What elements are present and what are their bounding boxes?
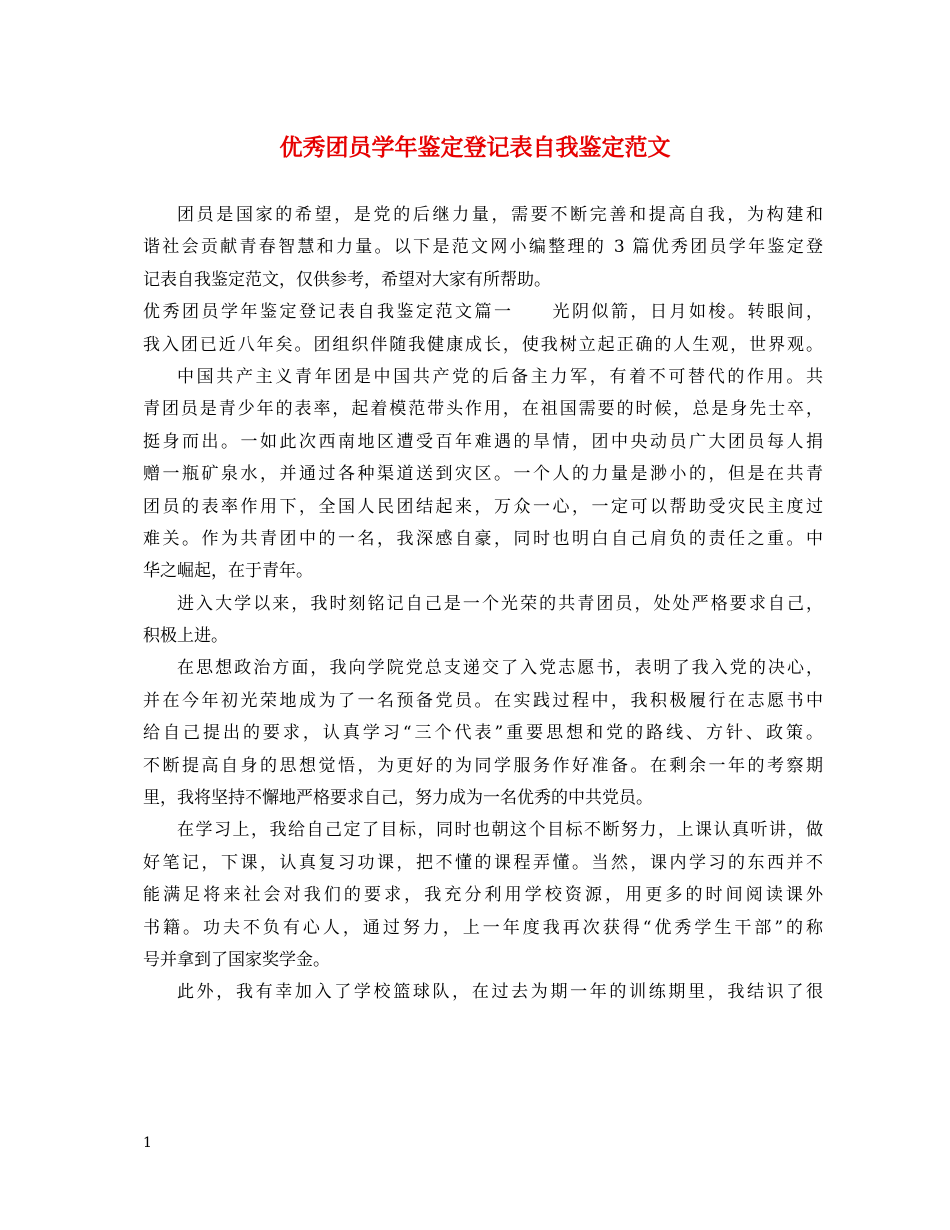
body-line: 团员是国家的希望，是党的后继力量，需要不断完善和提高自我，为构建和 <box>177 205 823 225</box>
body-line: 我入团已近八年矣。团组织伴随我健康成长，使我树立起正确的人生观，世界观。 <box>143 334 823 355</box>
body-line: 并在今年初光荣地成为了一名预备党员。在实践过程中，我积极履行在志愿书中 <box>143 690 823 711</box>
body-line: 此外，我有幸加入了学校篮球队，在过去为期一年的训练期里，我结识了很 <box>177 982 823 1003</box>
body-line: 进入大学以来，我时刻铭记自己是一个光荣的共青团员，处处严格要求自己， <box>177 593 823 614</box>
body-line: 书籍。功夫不负有心人，通过努力，上一年度我再次获得“优秀学生干部”的称 <box>143 917 823 938</box>
body-line: 赠一瓶矿泉水，并通过各种渠道送到灾区。一个人的力量是渺小的，但是在共青 <box>143 464 823 485</box>
body-line: 华之崛起，在于青年。 <box>143 561 313 582</box>
body-line: 不断提高自身的思想觉悟，为更好的为同学服务作好准备。在剩余一年的考察期 <box>143 755 823 776</box>
body-line: 难关。作为共青团中的一名，我深感自豪，同时也明白自己肩负的责任之重。中 <box>143 528 823 549</box>
body-line: 在思想政治方面，我向学院党总支递交了入党志愿书，表明了我入党的决心， <box>177 658 823 679</box>
body-line: 团员的表率作用下，全国人民团结起来，万众一心，一定可以帮助受灾民主度过 <box>143 496 823 517</box>
body-line: 好笔记，下课，认真复习功课，把不懂的课程弄懂。当然，课内学习的东西并不 <box>143 852 823 873</box>
document-body <box>143 199 823 1009</box>
body-line: 青团员是青少年的表率，起着模范带头作用，在祖国需要的时候，总是身先士卒， <box>143 399 823 420</box>
document-title: 优秀团员学年鉴定登记表自我鉴定范文 <box>279 134 671 161</box>
body-line: 号并拿到了国家奖学金。 <box>143 949 330 970</box>
page-number: 1 <box>143 1135 152 1151</box>
body-line: 在学习上，我给自己定了目标，同时也朝这个目标不断努力，上课认真听讲，做 <box>177 820 823 841</box>
body-line: 谐社会贡献青春智慧和力量。以下是范文网小编整理的 3 篇优秀团员学年鉴定登 <box>143 237 823 258</box>
body-line: 记表自我鉴定范文，仅供参考，希望对大家有所帮助。 <box>143 269 551 290</box>
body-line: 能满足将来社会对我们的要求，我充分利用学校资源，用更多的时间阅读课外 <box>143 885 823 906</box>
body-line: 里，我将坚持不懈地严格要求自己，努力成为一名优秀的中共党员。 <box>143 788 653 809</box>
body-line: 挺身而出。一如此次西南地区遭受百年难遇的旱情，团中央动员广大团员每人捐 <box>143 431 823 452</box>
body-line: 给自己提出的要求，认真学习“三个代表”重要思想和党的路线、方针、政策。 <box>143 723 823 744</box>
body-line: 优秀团员学年鉴定登记表自我鉴定范文篇一 光阴似箭，日月如梭。转眼间， <box>143 302 823 323</box>
body-line: 中国共产主义青年团是中国共产党的后备主力军，有着不可替代的作用。共 <box>177 366 823 387</box>
body-line: 积极上进。 <box>143 626 228 647</box>
